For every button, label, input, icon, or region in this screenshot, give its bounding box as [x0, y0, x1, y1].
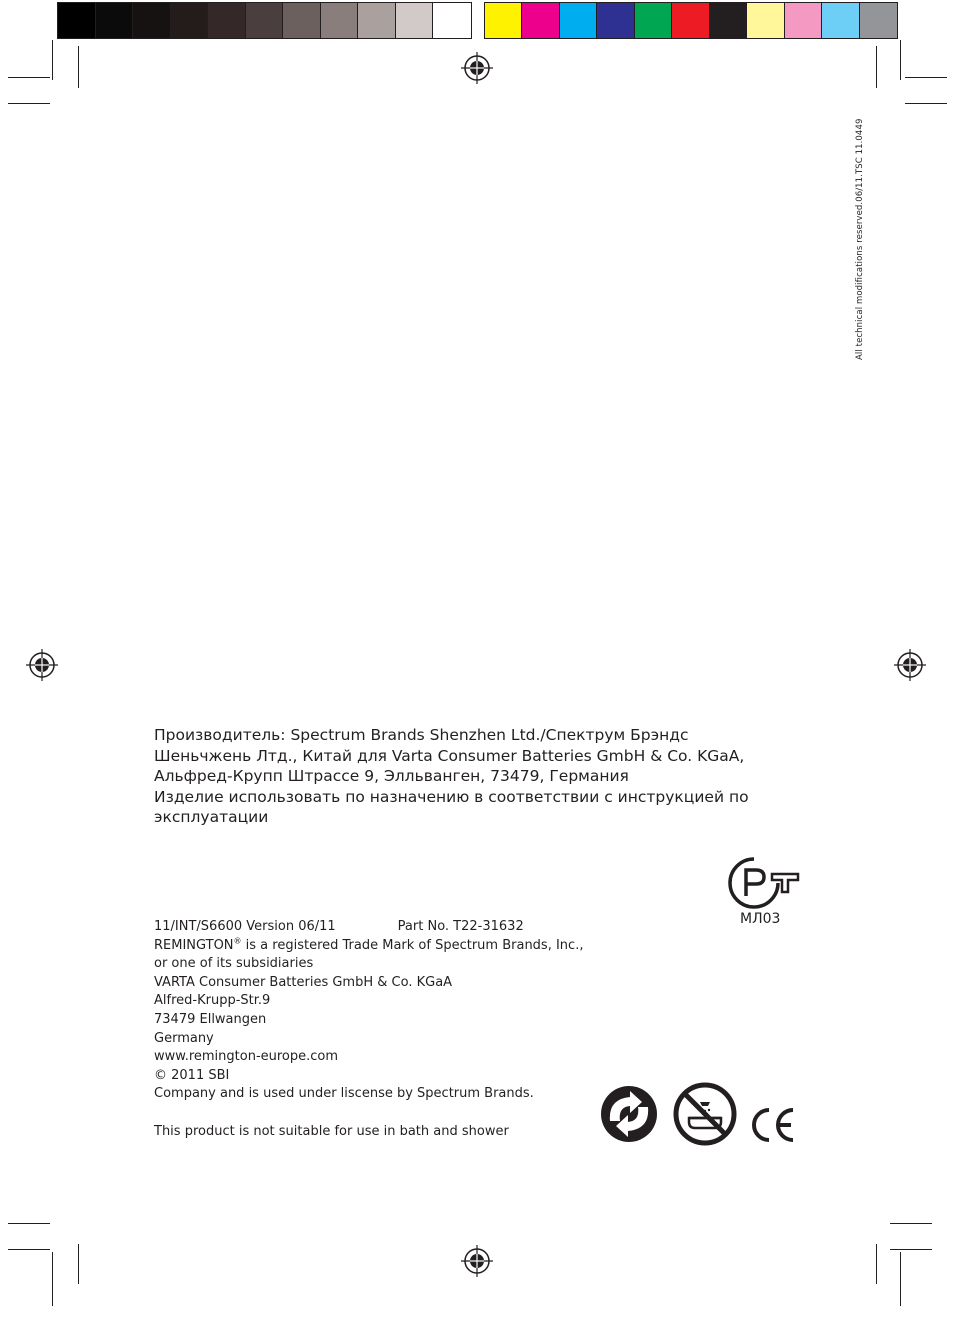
color-swatch	[710, 3, 748, 38]
brand-name: REMINGTON	[154, 937, 234, 953]
registration-mark-icon	[461, 52, 493, 84]
color-swatch	[672, 3, 710, 38]
info-line: or one of its subsidiaries	[154, 956, 314, 972]
registration-mark-icon	[461, 1245, 493, 1277]
color-swatch	[433, 3, 471, 38]
crop-mark	[876, 46, 877, 88]
crop-mark	[52, 40, 53, 80]
crop-mark	[905, 103, 947, 104]
grayscale-swatches	[57, 2, 472, 39]
pct-certification-icon	[724, 852, 804, 912]
crop-mark	[900, 1252, 901, 1306]
color-swatch	[635, 3, 673, 38]
certification-code: МЛ03	[740, 911, 781, 927]
info-line: Alfred-Krupp-Str.9	[154, 993, 271, 1009]
crop-mark	[78, 46, 79, 88]
crop-mark	[905, 77, 947, 78]
website: www.remington-europe.com	[154, 1049, 339, 1065]
color-swatch	[522, 3, 560, 38]
ru-line: Производитель: Spectrum Brands Shenzhen Ltd./Спектрум Брэндс	[154, 726, 689, 744]
trademark-text: is a registered Trade Mark of Spectrum Brands, Inc.,	[241, 937, 584, 953]
vertical-note: All technical modifications reserved.06/11.TSC 11.0449	[855, 118, 865, 360]
crop-mark	[8, 103, 50, 104]
color-swatch	[358, 3, 396, 38]
ce-mark-icon	[749, 1106, 797, 1144]
no-bath-shower-icon	[673, 1082, 737, 1146]
info-line: Company and is used under liscense by Spectrum Brands.	[154, 1086, 534, 1102]
color-swatch	[396, 3, 434, 38]
color-swatch	[560, 3, 598, 38]
color-swatch	[58, 3, 96, 38]
color-swatch	[785, 3, 823, 38]
green-dot-icon	[600, 1085, 658, 1143]
usage-warning: This product is not suitable for use in bath and shower	[154, 1123, 509, 1139]
color-bar	[57, 2, 898, 39]
color-swatches	[484, 2, 899, 39]
registered-mark: ®	[233, 936, 242, 946]
ru-line: Изделие использовать по назначению в соответствии с инструкцией по	[154, 787, 749, 806]
color-swatch	[747, 3, 785, 38]
version-code: 11/INT/S6600 Version 06/11	[154, 919, 336, 934]
crop-mark	[8, 1249, 50, 1250]
info-line: 73479 Ellwangen	[154, 1011, 267, 1027]
color-swatch	[860, 3, 898, 38]
registration-mark-icon	[26, 649, 58, 681]
crop-mark	[8, 1223, 50, 1224]
ru-line: эксплуатации	[154, 808, 269, 826]
color-swatch	[208, 3, 246, 38]
part-number: Part No. T22-31632	[397, 919, 524, 934]
crop-mark	[890, 1249, 932, 1250]
crop-mark	[890, 1223, 932, 1224]
product-info	[154, 918, 583, 1141]
color-swatch	[283, 3, 321, 38]
info-line: Germany	[154, 1030, 214, 1046]
color-swatch	[822, 3, 860, 38]
color-swatch	[246, 3, 284, 38]
color-swatch	[485, 3, 523, 38]
manufacturer-info-ru	[154, 725, 794, 828]
color-swatch	[133, 3, 171, 38]
crop-mark	[52, 1252, 53, 1306]
registration-mark-icon	[894, 649, 926, 681]
crop-mark	[8, 77, 50, 78]
color-swatch	[321, 3, 359, 38]
color-swatch	[171, 3, 209, 38]
ru-line: Шеньчжень Лтд., Китай для Varta Consumer Batteries GmbH & Co. KGaA,	[154, 746, 745, 765]
color-swatch	[96, 3, 134, 38]
crop-mark	[78, 1244, 79, 1284]
copyright: © 2011 SBI	[154, 1067, 230, 1083]
ru-line: Альфред-Крупп Штрассе 9, Элльванген, 73479, Германия	[154, 767, 629, 785]
info-line: VARTA Consumer Batteries GmbH & Co. KGaA	[154, 974, 453, 990]
crop-mark	[900, 40, 901, 80]
crop-mark	[876, 1244, 877, 1284]
color-swatch	[597, 3, 635, 38]
